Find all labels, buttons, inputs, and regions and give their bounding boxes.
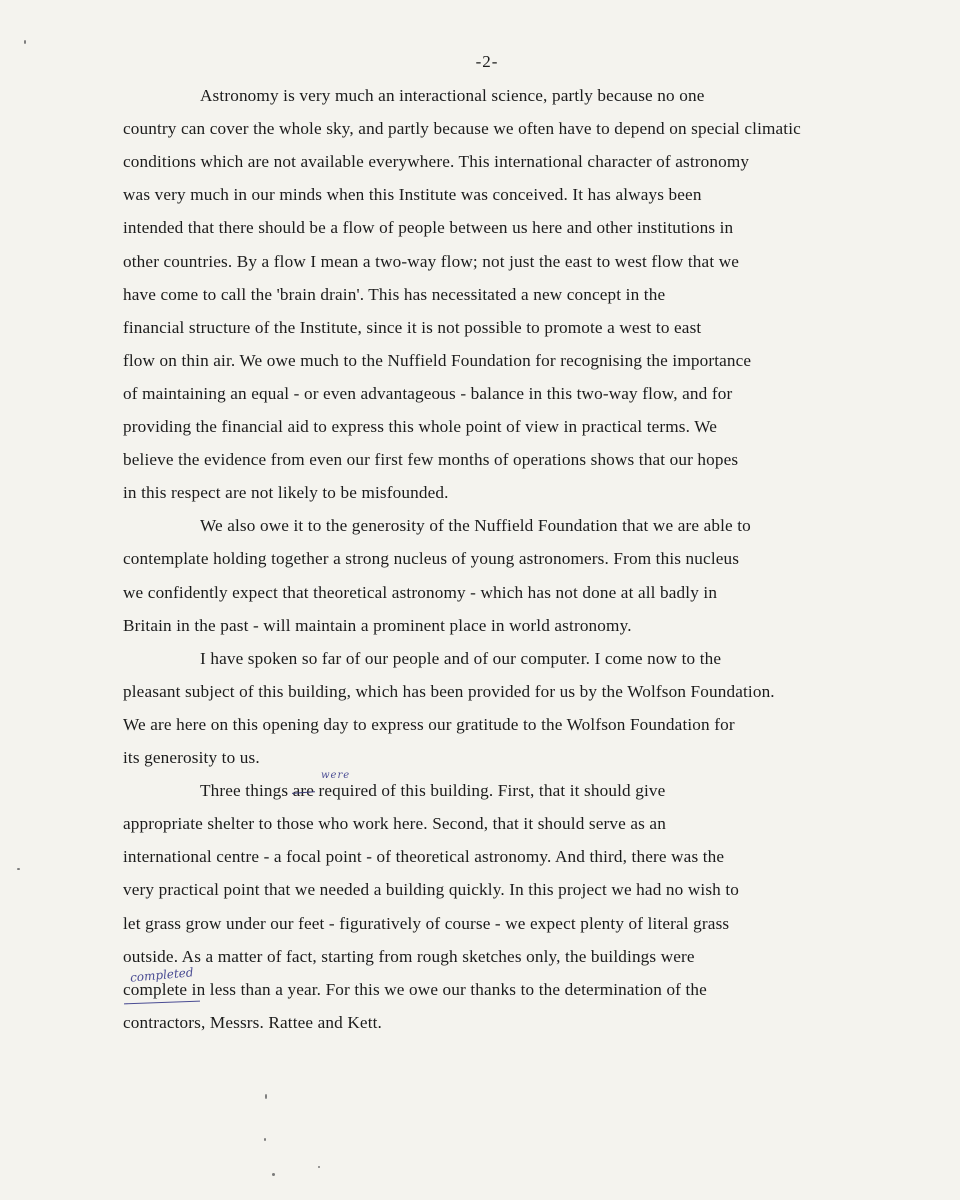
body-line: was very much in our minds when this Institute was conceived. It has always been [123, 185, 702, 205]
paper-speck [272, 1173, 275, 1176]
body-line: I have spoken so far of our people and of our computer. I come now to the [200, 648, 722, 668]
body-line: pleasant subject of this building, which has been provided for us by the Wolfson Foundation. [123, 681, 775, 701]
paper-speck [264, 1138, 266, 1141]
body-line: We also owe it to the generosity of the Nuffield Foundation that we are able to [200, 516, 751, 536]
paper-speck [17, 868, 20, 870]
body-line: financial structure of the Institute, since it is not possible to promote a west to east [123, 317, 702, 337]
line-text-before: Three things [200, 781, 293, 800]
body-line-last: contractors, Messrs. Rattee and Kett. [123, 1013, 382, 1032]
body-line: Astronomy is very much an interactional science, partly because no one [200, 86, 705, 105]
page-number: -2- [475, 52, 499, 71]
body-line: international centre - a focal point - of theoretical astronomy. And third, there was the [123, 847, 725, 867]
body-line: let grass grow under our feet - figuratively of course - we expect plenty of literal grass [123, 913, 730, 933]
body-line: believe the evidence from even our first few months of operations shows that our hopes [123, 450, 739, 470]
body-line: intended that there should be a flow of people between us here and other institutions in [123, 218, 734, 238]
body-line-three-things [200, 781, 665, 801]
body-line: providing the financial aid to express this whole point of view in practical terms. We [123, 417, 717, 436]
handwritten-underline-stroke [124, 1001, 200, 1005]
struck-word-are: are [292, 781, 315, 800]
handwritten-were: were [321, 770, 351, 781]
body-line: very practical point that we needed a building quickly. In this project we had no wish to [123, 880, 740, 900]
body-line: Britain in the past - will maintain a prominent place in world astronomy. [123, 615, 632, 635]
body-line: have come to call the 'brain drain'. This has necessitated a new concept in the [123, 284, 666, 304]
body-line: We are here on this opening day to express our gratitude to the Wolfson Foundation for [123, 714, 735, 734]
body-line: conditions which are not available everywhere. This international character of astronomy [123, 152, 750, 172]
body-line: country can cover the whole sky, and partly because we often have to depend on special climatic [123, 119, 801, 139]
paper-speck [265, 1094, 267, 1099]
body-line: appropriate shelter to those who work here. Second, that it should serve as an [123, 814, 666, 833]
handwritten-completed: completed [129, 965, 195, 985]
body-line: contemplate holding together a strong nucleus of young astronomers. From this nucleus [123, 549, 740, 569]
line-text-after: required of this building. First, that it should give [314, 781, 666, 800]
body-line: flow on thin air. We owe much to the Nuffield Foundation for recognising the importance [123, 350, 752, 370]
body-line: we confidently expect that theoretical astronomy - which has not done at all badly in [123, 582, 718, 602]
paper-speck [318, 1166, 320, 1168]
body-line-complete [123, 980, 707, 1000]
line-text-after: in less than a year. For this we owe our thanks to the determination of the [187, 980, 707, 999]
body-line: outside. As a matter of fact, starting from rough sketches only, the buildings were [123, 946, 695, 966]
paper-speck [24, 40, 26, 44]
body-line: its generosity to us. [123, 748, 260, 767]
body-line: of maintaining an equal - or even advantageous - balance in this two-way flow, and for [123, 383, 733, 403]
body-line: other countries. By a flow I mean a two-way flow; not just the east to west flow that we [123, 251, 740, 271]
body-line: in this respect are not likely to be misfounded. [123, 483, 449, 503]
struck-word-complete: complete [123, 980, 188, 999]
